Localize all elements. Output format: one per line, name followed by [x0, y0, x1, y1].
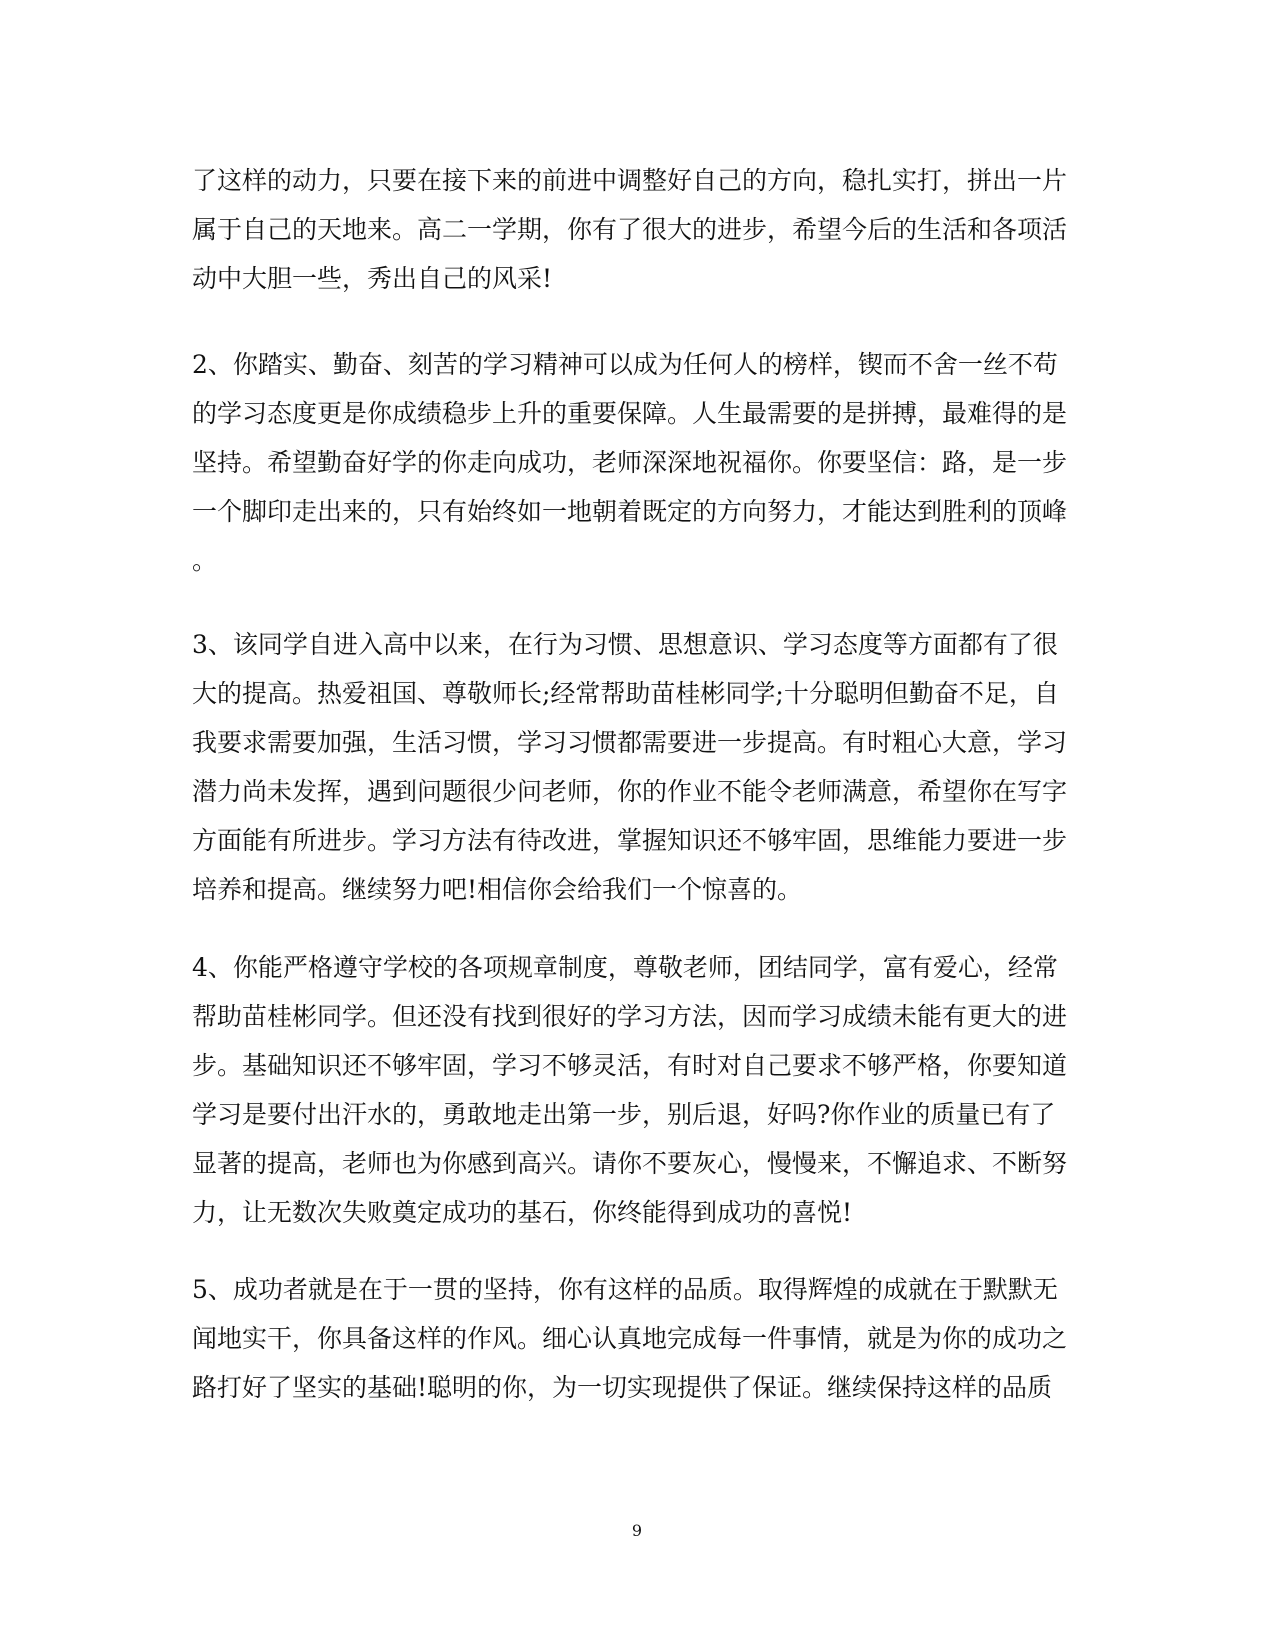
text-line: 4、你能严格遵守学校的各项规章制度，尊敬老师，团结同学，富有爱心，经常 — [192, 953, 1058, 982]
text-line: 步。基础知识还不够牢固，学习不够灵活，有时对自己要求不够严格，你要知道 — [192, 1051, 1068, 1080]
text-line: 帮助苗桂彬同学。但还没有找到很好的学习方法，因而学习成绩未能有更大的进 — [192, 1002, 1068, 1031]
paragraph-4 — [192, 943, 1072, 1237]
paragraph-5 — [192, 1265, 1072, 1412]
paragraph-3 — [192, 620, 1072, 914]
paragraph-1 — [192, 156, 1072, 303]
text-line: 学习是要付出汗水的，勇敢地走出第一步，别后退，好吗?你作业的质量已有了 — [192, 1100, 1056, 1129]
text-line: 潜力尚未发挥，遇到问题很少问老师，你的作业不能令老师满意，希望你在写字 — [192, 777, 1068, 806]
text-line: 属于自己的天地来。高二一学期，你有了很大的进步，希望今后的生活和各项活 — [192, 215, 1068, 244]
text-line: 大的提高。热爱祖国、尊敬师长;经常帮助苗桂彬同学;十分聪明但勤奋不足，自 — [192, 679, 1059, 708]
page-number: 9 — [631, 1521, 643, 1540]
text-line: 2、你踏实、勤奋、刻苦的学习精神可以成为任何人的榜样，锲而不舍一丝不苟 — [192, 350, 1058, 379]
text-line: 动中大胆一些，秀出自己的风采! — [192, 264, 553, 293]
text-line: 闻地实干，你具备这样的作风。细心认真地完成每一件事情，就是为你的成功之 — [192, 1324, 1068, 1353]
text-line: 力，让无数次失败奠定成功的基石，你终能得到成功的喜悦! — [192, 1198, 853, 1227]
text-line: 我要求需要加强，生活习惯，学习习惯都需要进一步提高。有时粗心大意，学习 — [192, 728, 1068, 757]
text-line: 路打好了坚实的基础!聪明的你，为一切实现提供了保证。继续保持这样的品质 — [192, 1373, 1053, 1402]
text-line: 了这样的动力，只要在接下来的前进中调整好自己的方向，稳扎实打，拼出一片 — [192, 166, 1068, 195]
text-line: 5、成功者就是在于一贯的坚持，你有这样的品质。取得辉煌的成就在于默默无 — [192, 1275, 1058, 1304]
text-line: 坚持。希望勤奋好学的你走向成功，老师深深地祝福你。你要坚信：路，是一步 — [192, 448, 1068, 477]
text-line: 。 — [192, 546, 218, 575]
text-line: 一个脚印走出来的，只有始终如一地朝着既定的方向努力，才能达到胜利的顶峰 — [192, 497, 1068, 526]
text-line: 3、该同学自进入高中以来，在行为习惯、思想意识、学习态度等方面都有了很 — [192, 630, 1058, 659]
text-line: 培养和提高。继续努力吧!相信你会给我们一个惊喜的。 — [192, 875, 803, 904]
text-line: 方面能有所进步。学习方法有待改进，掌握知识还不够牢固，思维能力要进一步 — [192, 826, 1068, 855]
paragraph-2 — [192, 340, 1072, 585]
text-line: 的学习态度更是你成绩稳步上升的重要保障。人生最需要的是拼搏，最难得的是 — [192, 399, 1068, 428]
text-line: 显著的提高，老师也为你感到高兴。请你不要灰心，慢慢来，不懈追求、不断努 — [192, 1149, 1068, 1178]
